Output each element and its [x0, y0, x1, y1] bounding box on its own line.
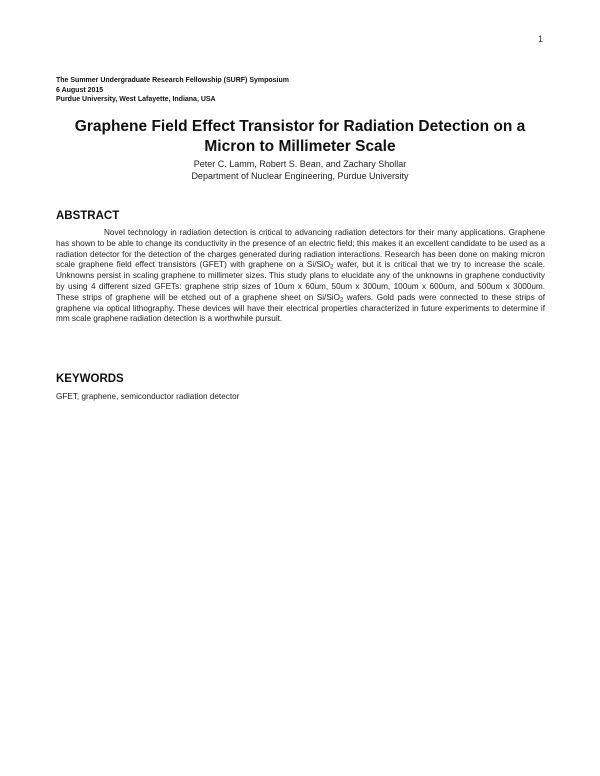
title-line-2: Micron to Millimeter Scale [204, 137, 396, 155]
keywords-text: GFET, graphene, semiconductor radiation detector [56, 392, 240, 401]
author-block [40, 158, 560, 182]
symposium-name: The Summer Undergraduate Research Fellowship (SURF) Symposium [56, 77, 289, 84]
affiliation: Department of Nuclear Engineering, Purdue University [191, 171, 409, 181]
subscript-2: 2 [339, 297, 344, 304]
paper-title [40, 117, 560, 156]
abstract-text-part-1: Novel technology in radiation detection is critical to advancing radiation detectors for their many applications. Graphene has shown to be able to change its conductivity in the presence of an electric field; this makes it an excellent candidate to be used as a radiation detector for the detection of the charges generated during radiation interactions. Research has been done on making micron scale graphene field effect transistors (GFET) with graphene on a Si/SiO [56, 228, 545, 270]
keywords-heading: KEYWORDS [56, 373, 124, 385]
conference-header [56, 76, 289, 105]
abstract-text-part-2: wafer, but it is critical that we try to increase the scale. Unknowns persist in scaling graphene to millimeter sizes. This study plans to elucidate any of the unknowns in graphene conductivity by using 4 different sized GFETs: graphene strip sizes of 10um x 60um, 50um x 300um, 100um x 600um, and 500um x 3000um. These strips of graphene will be etched out of a graphene sheet on Si/SiO [56, 260, 545, 302]
page-number: 1 [538, 34, 544, 44]
abstract-heading: ABSTRACT [56, 210, 120, 222]
abstract-text-part-3: wafers. Gold pads were connected to these strips of graphene via optical lithography. These devices will have their electrical properties characterized in future experiments to determine if mm scale graphene radiation detection is a worthwhile pursuit. [56, 292, 545, 324]
subscript-2: 2 [330, 264, 334, 271]
title-line-1: Graphene Field Effect Transistor for Radiation Detection on a [74, 118, 526, 135]
symposium-date: 6 August 2015 [56, 86, 104, 94]
author-list: Peter C. Lamm, Robert S. Bean, and Zachary Shollar [193, 159, 407, 169]
symposium-location: Purdue University, West Lafayette, Indiana, USA [56, 96, 216, 103]
abstract-text [56, 228, 545, 325]
